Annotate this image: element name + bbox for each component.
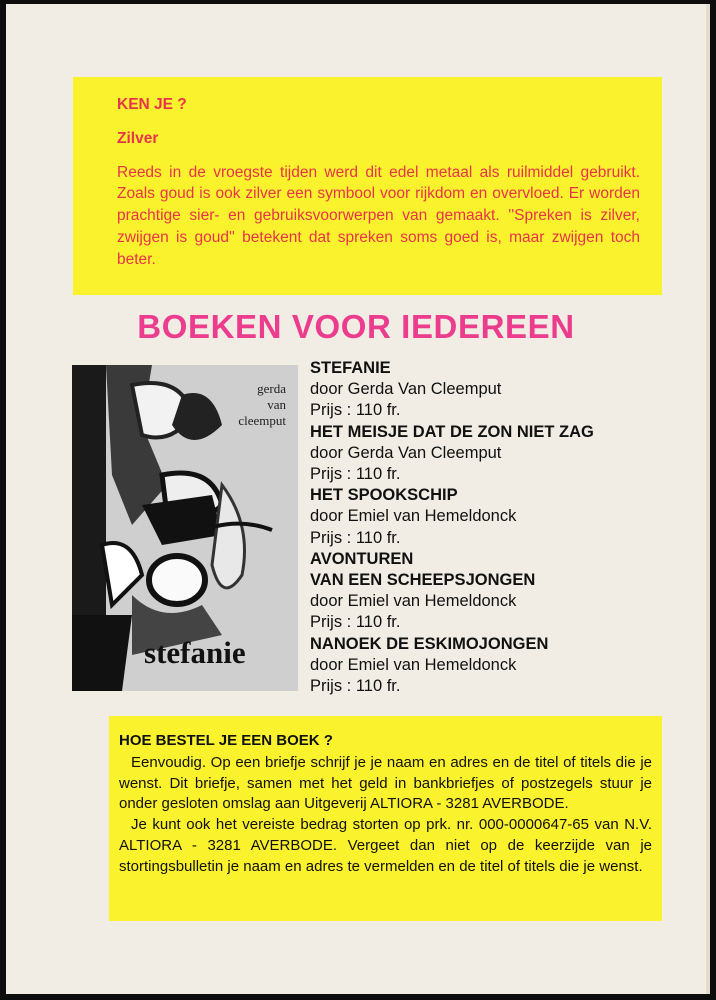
did-you-know-box [73, 77, 662, 295]
order-heading: HOE BESTEL JE EEN BOEK ? [119, 732, 333, 749]
books-heading: BOEKEN VOOR IEDEREEN [137, 308, 575, 345]
book-author: door Gerda Van Cleemput [310, 380, 502, 399]
cover-author: gerda van cleemput [238, 381, 286, 428]
book-cover-image [72, 365, 298, 691]
book-title: HET MEISJE DAT DE ZON NIET ZAG [310, 422, 594, 441]
order-paragraph-2: Je kunt ook het vereiste bedrag storten op prk. nr. 000-0000647-65 van N.V. ALTIORA - 3281 AVERBODE. Vergeet dan niet op de keerzijde van je stortingsbulletin je naam en adres te vermelden en de titel of titels die je wenst. [119, 816, 652, 875]
did-you-know-text: Reeds in de vroegste tijden werd dit edel metaal als ruilmiddel gebruikt. Zoals goud is ook zilver een symbool voor rijkdom en overvloed. Er worden prachtige sier- en gebruiksvoorwerpen van gemaakt. ''Spreken is zilver, zwijgen is goud'' betekent dat spreken soms goed is, maar zwijgen toch beter. [117, 163, 640, 268]
book-title: HET SPOOKSCHIP [310, 486, 458, 505]
list-item [310, 549, 706, 634]
book-title-line2: VAN EEN SCHEEPSJONGEN [310, 571, 536, 590]
book-price: Prijs : 110 fr. [310, 677, 401, 696]
book-price: Prijs : 110 fr. [310, 465, 401, 484]
did-you-know-label: KEN JE ? [117, 96, 187, 113]
book-author: door Emiel van Hemeldonck [310, 592, 517, 611]
list-item [310, 422, 706, 486]
cover-title: stefanie [144, 635, 246, 670]
book-author: door Emiel van Hemeldonck [310, 507, 517, 526]
back-cover-page [6, 4, 710, 994]
list-item [310, 358, 706, 422]
book-author: door Emiel van Hemeldonck [310, 655, 517, 674]
did-you-know-subject: Zilver [117, 129, 159, 147]
book-title: STEFANIE [310, 359, 391, 377]
book-author: door Gerda Van Cleemput [310, 443, 502, 462]
book-title: AVONTUREN [310, 549, 414, 568]
book-price: Prijs : 110 fr. [310, 613, 401, 632]
order-paragraph-1: Eenvoudig. Op een briefje schrijf je je naam en adres en de titel of titels die je wenst. Dit briefje, samen met het geld in bankbriefjes of postzegels stuur je onder gesloten omslag aan Uitgeverij ALTIORA - 3281 AVERBODE. [119, 753, 652, 813]
book-list [310, 358, 706, 697]
list-item [310, 634, 706, 698]
book-price: Prijs : 110 fr. [310, 401, 401, 420]
book-title: NANOEK DE ESKIMOJONGEN [310, 634, 549, 653]
list-item [310, 485, 706, 549]
book-price: Prijs : 110 fr. [310, 528, 401, 547]
order-instructions-box [109, 716, 662, 921]
